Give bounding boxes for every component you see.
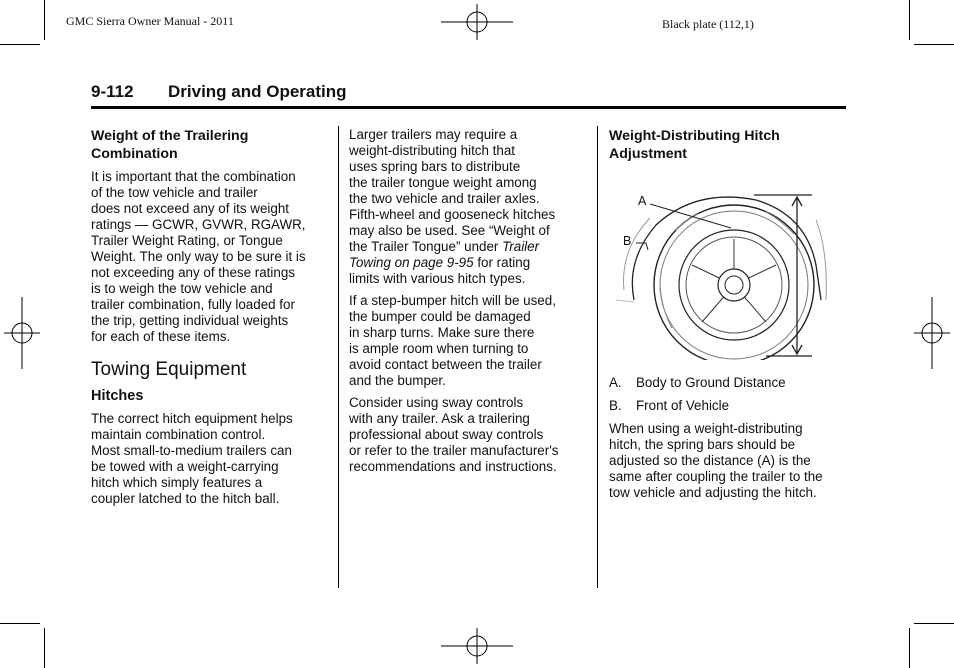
heading-hitches: Hitches [91, 388, 144, 404]
text-line: trailer combination, fully loaded for [91, 297, 295, 312]
print-info-right: Black plate (112,1) [662, 17, 754, 31]
text-line: or refer to the trailer manufacturer's [349, 443, 559, 458]
text-line: The correct hitch equipment helps [91, 411, 293, 426]
text-line: not exceeding any of these ratings [91, 265, 295, 280]
text-line: tow vehicle and adjusting the hitch. [609, 485, 817, 500]
text-line: the trailer tongue weight among [349, 175, 537, 190]
text-line: of the tow vehicle and trailer [91, 185, 258, 200]
text-line: Trailer Weight Rating, or Tongue [91, 233, 283, 248]
text-line: It is important that the combination [91, 169, 296, 184]
text-line: same after coupling the trailer to the [609, 469, 823, 484]
text-line: is to weigh the tow vehicle and [91, 281, 273, 296]
figure-label-a: A [638, 194, 647, 208]
text-line: Consider using sway controls [349, 395, 524, 410]
column-2 [349, 127, 589, 481]
figure-label-b: B [623, 234, 632, 248]
column-divider [597, 126, 598, 588]
legend-text: Front of Vehicle [636, 398, 730, 413]
text-line: with any trailer. Ask a trailering [349, 411, 530, 426]
paragraph-larger-trailers [349, 127, 589, 287]
text-line: the trip, getting individual weights [91, 313, 289, 328]
paragraph-hitches [91, 411, 331, 507]
cross-reference-title[interactable]: Trailer [502, 239, 540, 254]
text-line: hitch which simply features a [91, 475, 263, 490]
figure-legend [609, 375, 849, 507]
text-line [349, 255, 589, 271]
legend-text: Body to Ground Distance [636, 375, 786, 390]
column-1 [91, 127, 331, 513]
text-line: uses spring bars to distribute [349, 159, 521, 174]
paragraph-sway-controls [349, 395, 589, 475]
text-line: Weight. The only way to be sure it is [91, 249, 306, 264]
text-fragment: for rating [473, 255, 531, 270]
text-line: adjusted so the distance (A) is the [609, 453, 811, 468]
legend-key: A. [609, 375, 622, 390]
section-title: Driving and Operating [168, 82, 347, 101]
paragraph-step-bumper [349, 293, 589, 389]
legend-key: B. [609, 398, 622, 413]
text-line: limits with various hitch types. [349, 271, 526, 286]
text-line: Larger trailers may require a [349, 127, 518, 142]
text-line: coupler latched to the hitch ball. [91, 491, 280, 506]
text-fragment: the Trailer Tongue” under [349, 239, 503, 254]
heading-towing-equipment: Towing Equipment [91, 359, 247, 380]
text-line [349, 239, 589, 255]
text-line: for each of these items. [91, 329, 231, 344]
text-line: If a step-bumper hitch will be used, [349, 293, 556, 308]
text-line: maintain combination control. [91, 427, 266, 442]
text-line: the bumper could be damaged [349, 309, 531, 324]
legend-item [609, 398, 849, 414]
print-info-left: GMC Sierra Owner Manual - 2011 [66, 14, 234, 28]
text-line: the two vehicle and trailer axles. [349, 191, 540, 206]
text-line: ratings — GCWR, GVWR, RGAWR, [91, 217, 306, 232]
page-number: 9-112 [91, 82, 134, 101]
heading-hitch-adjustment: Weight-Distributing Hitch Adjustment [609, 128, 780, 162]
text-line: may also be used. See “Weight of [349, 223, 550, 238]
text-line: hitch, the spring bars should be [609, 437, 796, 452]
text-line: in sharp turns. Make sure there [349, 325, 535, 340]
text-line: does not exceed any of its weight [91, 201, 290, 216]
heading-weight-trailering: Weight of the Trailering Combination [91, 128, 249, 162]
column-3 [609, 127, 849, 169]
text-line: Most small-to-medium trailers can [91, 443, 292, 458]
text-line: professional about sway controls [349, 427, 544, 442]
text-line: Fifth-wheel and gooseneck hitches [349, 207, 556, 222]
text-line: avoid contact between the trailer [349, 357, 542, 372]
paragraph-weight-ratings [91, 169, 331, 345]
text-line: and the bumper. [349, 373, 446, 388]
page-header [91, 80, 846, 109]
column-divider [338, 126, 339, 588]
text-line: weight-distributing hitch that [349, 143, 515, 158]
text-line: is ample room when turning to [349, 341, 529, 356]
paragraph-spring-bars [609, 421, 849, 501]
legend-item [609, 375, 849, 391]
text-line: When using a weight-distributing [609, 421, 803, 436]
wheel-distance-figure [616, 190, 846, 360]
text-line: be towed with a weight-carrying [91, 459, 279, 474]
text-line: recommendations and instructions. [349, 459, 557, 474]
cross-reference-page[interactable]: Towing on page 9-95 [349, 255, 474, 270]
